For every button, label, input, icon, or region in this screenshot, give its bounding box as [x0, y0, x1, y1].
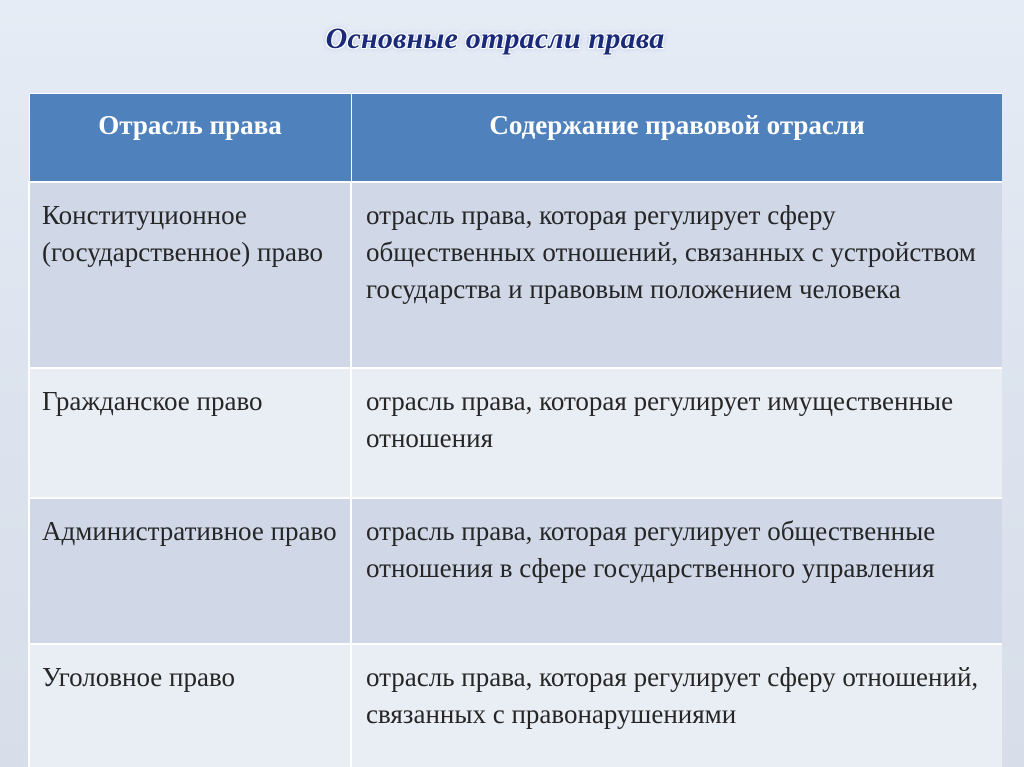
branch-cell: Гражданское право — [29, 368, 351, 498]
branch-cell: Конституционное (государственное) право — [29, 182, 351, 368]
header-branch: Отрасль права — [29, 94, 351, 182]
description-cell: отрасль права, которая регулирует сферу общественных отношений, связанных с устройством государства и правовым положением человека — [351, 182, 1002, 368]
description-cell: отрасль права, которая регулирует сферу отношений, связанных с правонарушениями — [351, 644, 1002, 767]
table-row — [29, 368, 1002, 498]
description-cell: отрасль права, которая регулирует имущественные отношения — [351, 368, 1002, 498]
law-branches-table — [28, 93, 1002, 767]
table-row — [29, 182, 1002, 368]
table-row — [29, 644, 1002, 767]
table-row — [29, 498, 1002, 644]
law-branches-table-container — [28, 93, 1002, 767]
slide-title: Основные отрасли права — [325, 22, 665, 55]
description-cell: отрасль права, которая регулирует общественные отношения в сфере государственного управления — [351, 498, 1002, 644]
header-description: Содержание правовой отрасли — [351, 94, 1002, 182]
table-header-row — [29, 94, 1002, 182]
branch-cell: Административное право — [29, 498, 351, 644]
branch-cell: Уголовное право — [29, 644, 351, 767]
